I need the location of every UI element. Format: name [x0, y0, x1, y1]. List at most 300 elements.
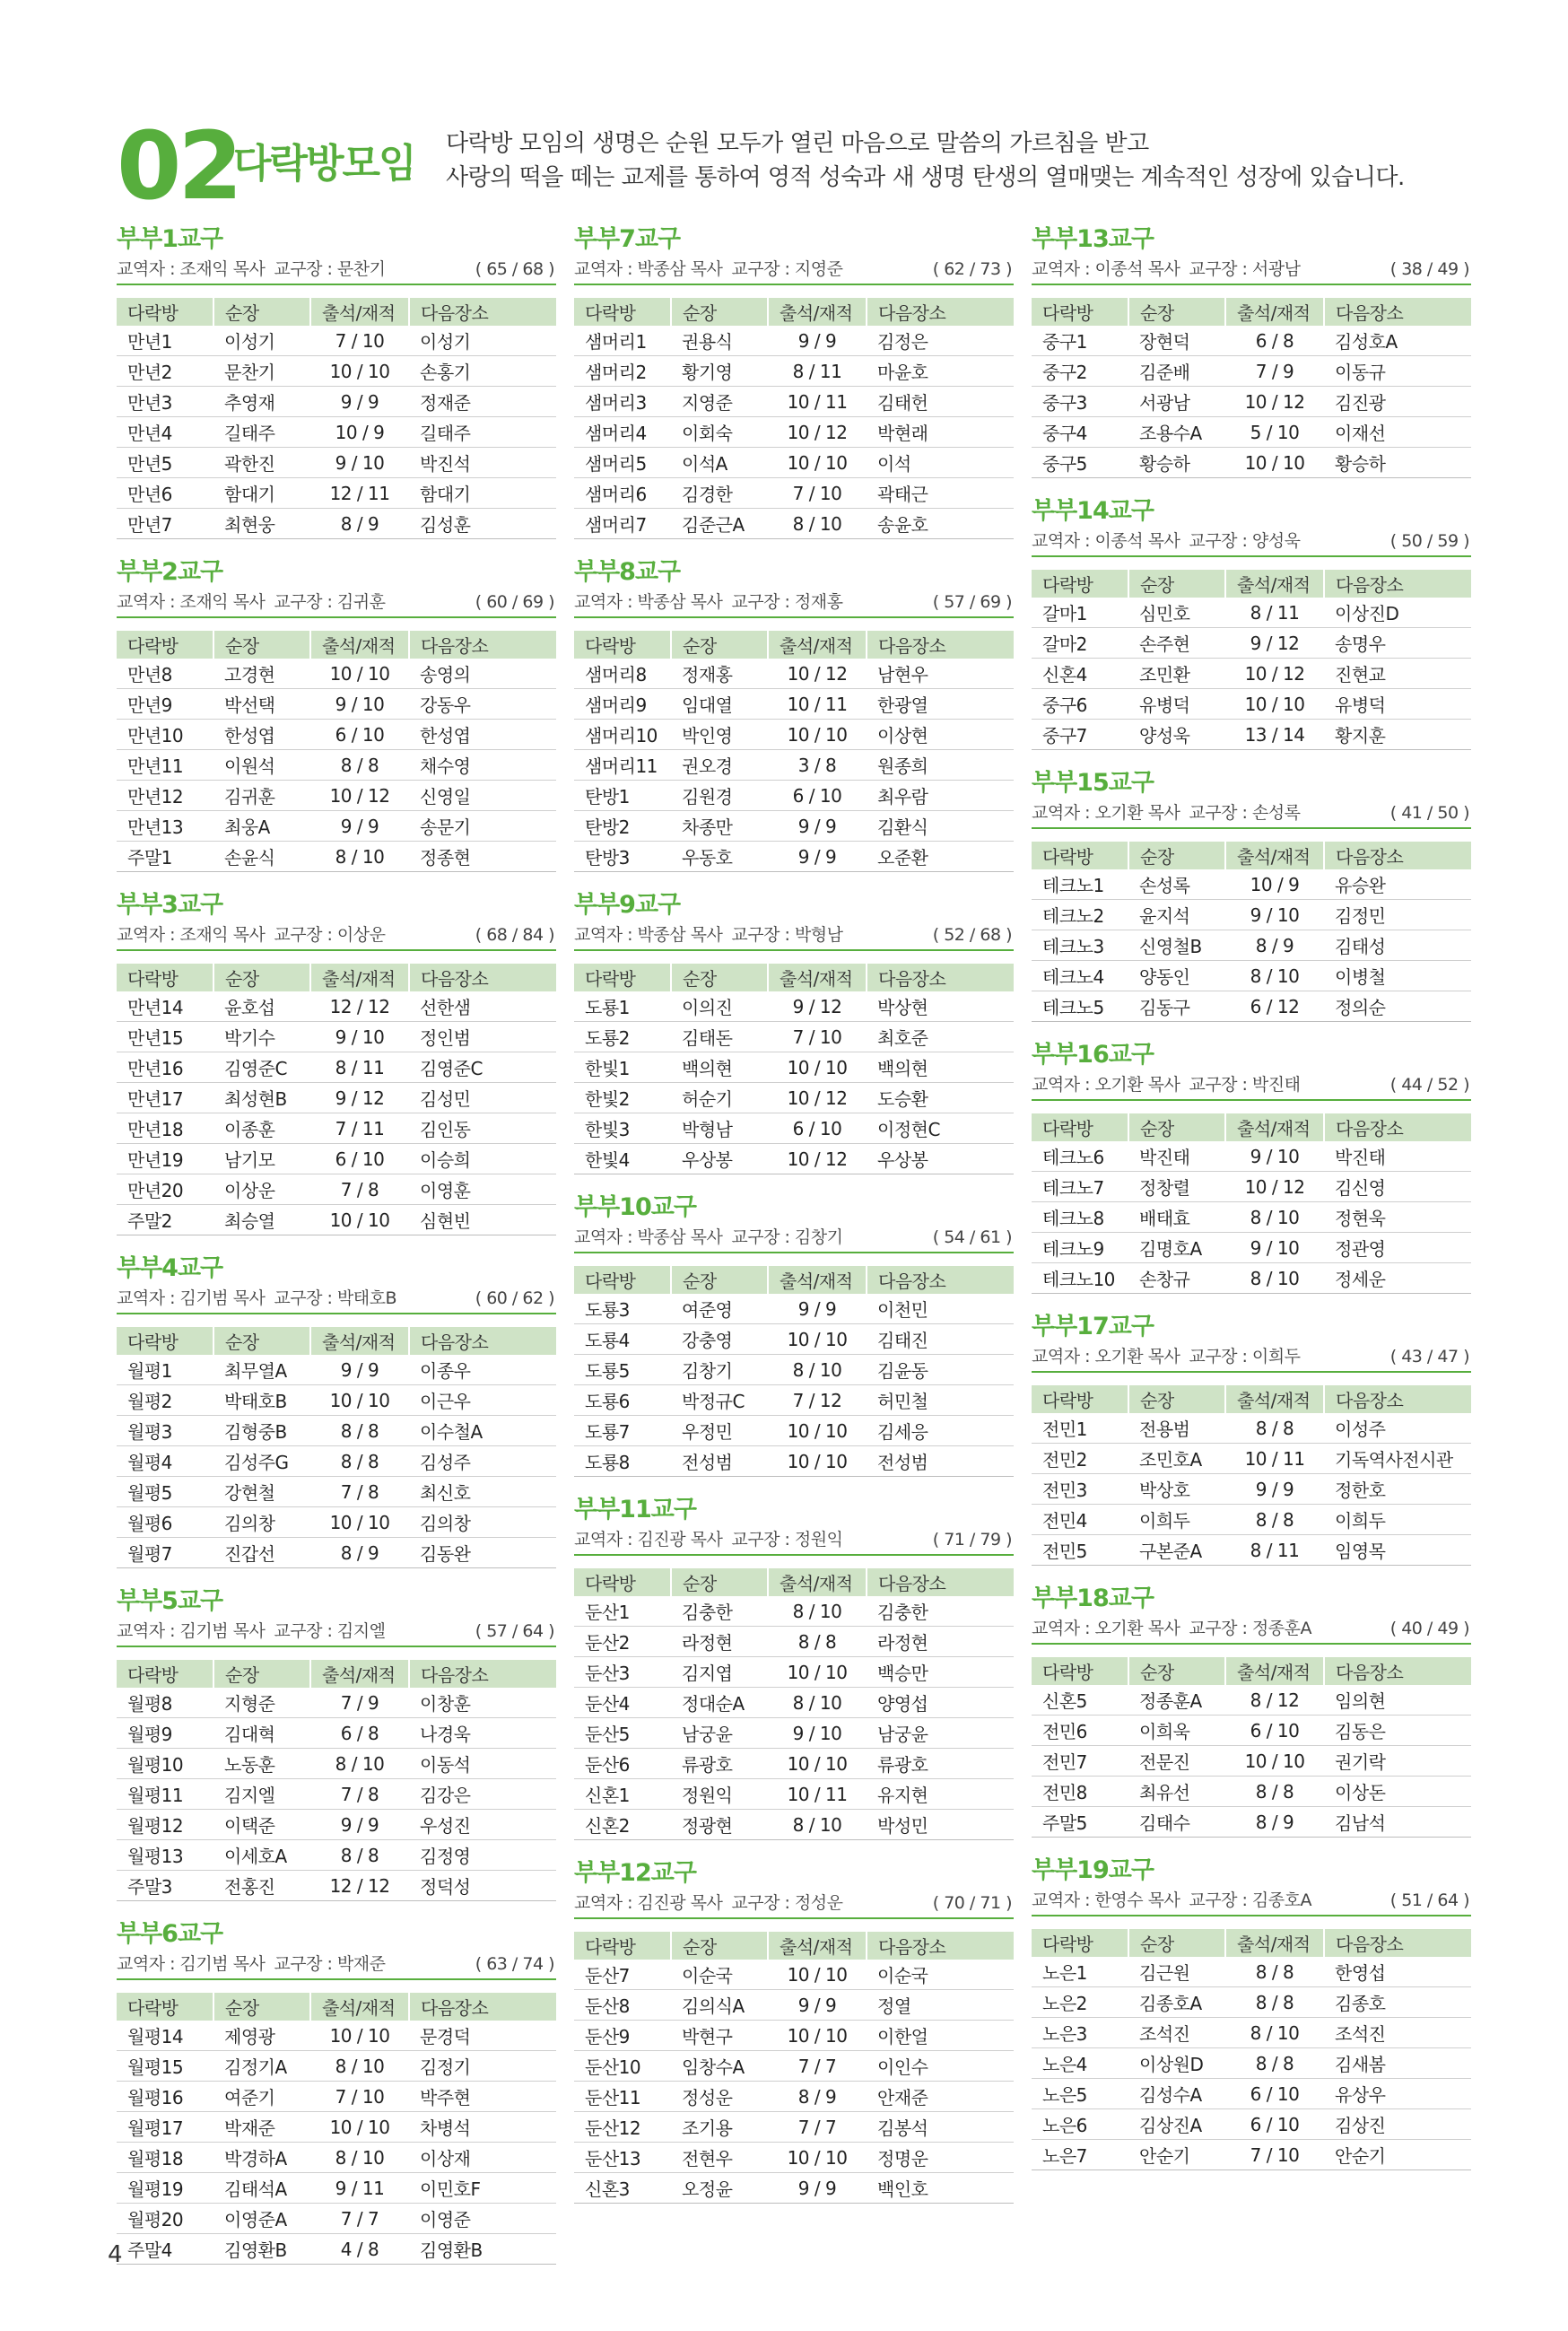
leader-cell: 오정윤: [671, 2173, 768, 2204]
district-staff: [1032, 1342, 1300, 1371]
table-row: [574, 2143, 1014, 2173]
district-staff: [117, 588, 385, 616]
attendance-cell: 10 / 10: [310, 1385, 409, 1416]
district-table: [117, 1327, 556, 1568]
leader-cell: 정창렬: [1128, 1172, 1225, 1202]
header-leader: 순장: [213, 1993, 310, 2021]
next-place-cell: 백승만: [867, 1657, 1014, 1688]
table-row: [117, 326, 556, 356]
leader-cell: 이희두: [1128, 1505, 1225, 1535]
attendance-total: ( 44 / 52 ): [1389, 1075, 1469, 1095]
leader-cell: 조석진: [1128, 2018, 1225, 2048]
attendance-cell: 10 / 11: [768, 1779, 867, 1810]
next-place-cell: 김성주: [409, 1446, 556, 1477]
leader-cell: 이희욱: [1128, 1716, 1225, 1746]
next-place-cell: 송명우: [1324, 628, 1471, 659]
next-place-cell: 김봉석: [867, 2112, 1014, 2143]
district-table: [1032, 1929, 1471, 2170]
attendance-cell: 10 / 10: [310, 2112, 409, 2143]
district-table: [117, 631, 556, 872]
leader-cell: 박정규C: [671, 1385, 768, 1416]
room-cell: 중구4: [1032, 417, 1128, 448]
district-title: 부부8교구: [574, 558, 681, 586]
attendance-cell: 6 / 8: [310, 1718, 409, 1749]
header-attendance: 출석/재적: [310, 964, 409, 991]
header-next-place: 다음장소: [1324, 1929, 1471, 1957]
table-row: [117, 2082, 556, 2112]
leader-cell: 류광호: [671, 1749, 768, 1779]
room-cell: 만년15: [117, 1022, 213, 1052]
attendance-cell: 8 / 10: [1225, 1202, 1324, 1233]
leader-cell: 박인영: [671, 720, 768, 750]
district-block: [574, 890, 1014, 1174]
header-attendance: 출석/재적: [768, 964, 867, 991]
intro-line-1: 다락방 모임의 생명은 순원 모두가 열린 마음으로 말씀의 가르침을 받고: [446, 130, 1149, 157]
table-row: [117, 842, 556, 872]
next-place-cell: 양영섭: [867, 1688, 1014, 1718]
room-cell: 만년13: [117, 811, 213, 842]
attendance-cell: 10 / 10: [310, 1205, 409, 1235]
header-leader: 순장: [671, 631, 768, 659]
header-next-place: 다음장소: [409, 298, 556, 326]
district-table: [1032, 1113, 1471, 1294]
district-staff: [1032, 1070, 1300, 1099]
table-row: [1032, 1807, 1471, 1838]
leader-cell: 박재준: [213, 2112, 310, 2143]
next-place-cell: 백의현: [867, 1052, 1014, 1083]
attendance-cell: 8 / 11: [1225, 598, 1324, 628]
leader-cell: 김의식A: [671, 1990, 768, 2021]
room-cell: 노은3: [1032, 2018, 1128, 2048]
attendance-total: ( 60 / 69 ): [475, 592, 554, 612]
next-place-cell: 김정민: [1324, 900, 1471, 930]
leader-label: 교구장 : 양성욱: [1189, 531, 1301, 551]
table-row: [117, 2234, 556, 2265]
district-title: 부부3교구: [117, 891, 223, 919]
table-row: [574, 781, 1014, 811]
attendance-cell: 10 / 12: [768, 417, 867, 448]
next-place-cell: 김성민: [409, 1083, 556, 1113]
next-place-cell: 정의순: [1324, 991, 1471, 1022]
leader-label: 교구장 : 문찬기: [274, 259, 386, 279]
header-room: 다락방: [1032, 1113, 1128, 1141]
room-cell: 월평2: [117, 1385, 213, 1416]
next-place-cell: 이성기: [409, 326, 556, 356]
leader-cell: 김창기: [671, 1355, 768, 1385]
table-row: [117, 1688, 556, 1718]
leader-cell: 전성범: [671, 1446, 768, 1477]
attendance-cell: 9 / 9: [768, 326, 867, 356]
district-block: [574, 557, 1014, 872]
header-attendance: 출석/재적: [1225, 570, 1324, 598]
district-table: [1032, 1385, 1471, 1566]
next-place-cell: 오준환: [867, 842, 1014, 872]
next-place-cell: 송영의: [409, 659, 556, 689]
attendance-total: ( 57 / 69 ): [932, 592, 1012, 612]
header-attendance: 출석/재적: [1225, 1929, 1324, 1957]
room-cell: 만년2: [117, 356, 213, 387]
room-cell: 중구5: [1032, 448, 1128, 478]
district-info: [574, 255, 1014, 285]
attendance-cell: 9 / 9: [310, 387, 409, 417]
header-next-place: 다음장소: [409, 1660, 556, 1688]
district-info: [1032, 255, 1471, 285]
district-staff: [574, 588, 842, 616]
room-cell: 만년18: [117, 1113, 213, 1144]
attendance-cell: 9 / 9: [310, 1810, 409, 1840]
minister-label: 교역자 : 박종삼 목사: [574, 259, 723, 279]
table-row: [574, 1324, 1014, 1355]
attendance-cell: 7 / 10: [310, 2082, 409, 2112]
leader-cell: 진갑선: [213, 1538, 310, 1568]
minister-label: 교역자 : 김기범 목사: [117, 1621, 266, 1641]
leader-cell: 차종만: [671, 811, 768, 842]
attendance-total: ( 40 / 49 ): [1389, 1619, 1469, 1638]
district-block: [1032, 1855, 1471, 2170]
leader-cell: 신영철B: [1128, 930, 1225, 961]
next-place-cell: 진현교: [1324, 659, 1471, 689]
attendance-cell: 10 / 12: [1225, 1172, 1324, 1202]
room-cell: 샘머리9: [574, 689, 671, 720]
leader-cell: 박형남: [671, 1113, 768, 1144]
next-place-cell: 마윤호: [867, 356, 1014, 387]
table-row: [117, 1113, 556, 1144]
header-leader: 순장: [1128, 1657, 1225, 1685]
leader-cell: 조민호A: [1128, 1444, 1225, 1474]
table-header-row: [117, 1327, 556, 1355]
district-title: 부부10교구: [574, 1193, 696, 1221]
table-row: [574, 2082, 1014, 2112]
room-cell: 주말5: [1032, 1807, 1128, 1838]
district-block: [117, 1919, 556, 2265]
table-header-row: [117, 1993, 556, 2021]
room-cell: 한빛4: [574, 1144, 671, 1174]
table-row: [1032, 1172, 1471, 1202]
table-row: [117, 2143, 556, 2173]
attendance-cell: 8 / 10: [768, 1355, 867, 1385]
next-place-cell: 김정은: [867, 326, 1014, 356]
attendance-cell: 10 / 9: [1225, 869, 1324, 900]
room-cell: 샘머리10: [574, 720, 671, 750]
minister-label: 교역자 : 오기환 목사: [1032, 1347, 1180, 1366]
attendance-cell: 10 / 11: [768, 387, 867, 417]
room-cell: 샘머리6: [574, 478, 671, 509]
attendance-cell: 7 / 10: [768, 1022, 867, 1052]
next-place-cell: 안순기: [1324, 2140, 1471, 2170]
table-row: [117, 1144, 556, 1174]
table-header-row: [574, 964, 1014, 991]
district-info: [574, 588, 1014, 618]
table-row: [574, 1810, 1014, 1840]
leader-cell: 이상운: [213, 1174, 310, 1205]
room-cell: 만년17: [117, 1083, 213, 1113]
leader-cell: 우동호: [671, 842, 768, 872]
attendance-cell: 8 / 8: [310, 1446, 409, 1477]
table-row: [117, 720, 556, 750]
district-table: [574, 1568, 1014, 1840]
leader-cell: 박기수: [213, 1022, 310, 1052]
table-row: [1032, 1535, 1471, 1566]
attendance-cell: 8 / 10: [1225, 1263, 1324, 1294]
leader-cell: 김종호A: [1128, 1987, 1225, 2018]
attendance-cell: 6 / 10: [310, 1144, 409, 1174]
table-row: [1032, 326, 1471, 356]
next-place-cell: 김남석: [1324, 1807, 1471, 1838]
leader-cell: 김근원: [1128, 1957, 1225, 1987]
leader-cell: 이원석: [213, 750, 310, 781]
room-cell: 월평19: [117, 2173, 213, 2204]
table-row: [117, 1871, 556, 1901]
district-title: 부부7교구: [574, 225, 681, 253]
leader-cell: 김태돈: [671, 1022, 768, 1052]
district-block: [1032, 768, 1471, 1022]
header-room: 다락방: [117, 1660, 213, 1688]
next-place-cell: 라정현: [867, 1627, 1014, 1657]
table-header-row: [117, 1660, 556, 1688]
table-header-row: [117, 631, 556, 659]
attendance-cell: 10 / 9: [310, 417, 409, 448]
table-row: [117, 1022, 556, 1052]
table-row: [1032, 448, 1471, 478]
attendance-cell: 10 / 10: [768, 2143, 867, 2173]
attendance-cell: 9 / 9: [310, 811, 409, 842]
header-room: 다락방: [1032, 298, 1128, 326]
minister-label: 교역자 : 오기환 목사: [1032, 1075, 1180, 1095]
attendance-cell: 8 / 9: [768, 2082, 867, 2112]
attendance-cell: 9 / 10: [1225, 900, 1324, 930]
attendance-cell: 10 / 12: [1225, 387, 1324, 417]
leader-cell: 임창수A: [671, 2051, 768, 2082]
room-cell: 만년11: [117, 750, 213, 781]
leader-label: 교구장 : 박재준: [274, 1954, 386, 1974]
next-place-cell: 류광호: [867, 1749, 1014, 1779]
table-row: [117, 2112, 556, 2143]
leader-cell: 노동훈: [213, 1749, 310, 1779]
room-cell: 테크노5: [1032, 991, 1128, 1022]
leader-cell: 김성주G: [213, 1446, 310, 1477]
leader-label: 교구장 : 김창기: [731, 1227, 843, 1247]
attendance-cell: 7 / 10: [768, 478, 867, 509]
attendance-cell: 10 / 10: [768, 1324, 867, 1355]
district-staff: [117, 1284, 396, 1313]
district-info: [117, 1950, 556, 1980]
room-cell: 도룡5: [574, 1355, 671, 1385]
room-cell: 테크노2: [1032, 900, 1128, 930]
room-cell: 중구6: [1032, 689, 1128, 720]
next-place-cell: 도승환: [867, 1083, 1014, 1113]
attendance-cell: 8 / 10: [768, 509, 867, 539]
table-row: [117, 387, 556, 417]
leader-cell: 여준영: [671, 1294, 768, 1324]
leader-cell: 강현철: [213, 1477, 310, 1507]
district-block: [117, 1586, 556, 1901]
next-place-cell: 백인호: [867, 2173, 1014, 2204]
next-place-cell: 기독역사전시관: [1324, 1444, 1471, 1474]
table-row: [574, 387, 1014, 417]
attendance-total: ( 52 / 68 ): [932, 925, 1012, 945]
table-row: [574, 1385, 1014, 1416]
next-place-cell: 김인동: [409, 1113, 556, 1144]
table-row: [1032, 2079, 1471, 2109]
room-cell: 노은1: [1032, 1957, 1128, 1987]
attendance-cell: 6 / 10: [1225, 1716, 1324, 1746]
next-place-cell: 이수철A: [409, 1416, 556, 1446]
leader-label: 교구장 : 손성록: [1189, 803, 1301, 823]
leader-cell: 김귀훈: [213, 781, 310, 811]
attendance-cell: 7 / 8: [310, 1779, 409, 1810]
room-cell: 둔산6: [574, 1749, 671, 1779]
header-leader: 순장: [213, 1660, 310, 1688]
leader-cell: 손성록: [1128, 869, 1225, 900]
header-room: 다락방: [117, 631, 213, 659]
table-row: [574, 448, 1014, 478]
next-place-cell: 김영준C: [409, 1052, 556, 1083]
room-cell: 월평4: [117, 1446, 213, 1477]
room-cell: 월평7: [117, 1538, 213, 1568]
next-place-cell: 김상진: [1324, 2109, 1471, 2140]
header-attendance: 출석/재적: [1225, 842, 1324, 869]
header-room: 다락방: [1032, 1929, 1128, 1957]
next-place-cell: 곽태근: [867, 478, 1014, 509]
next-place-cell: 이천민: [867, 1294, 1014, 1324]
next-place-cell: 박진석: [409, 448, 556, 478]
minister-label: 교역자 : 조재익 목사: [117, 925, 266, 945]
leader-cell: 박경하A: [213, 2143, 310, 2173]
attendance-cell: 10 / 12: [768, 1083, 867, 1113]
district-staff: [1032, 1614, 1311, 1643]
leader-cell: 지영준: [671, 387, 768, 417]
district-staff: [1032, 799, 1300, 827]
next-place-cell: 이한얼: [867, 2021, 1014, 2051]
table-row: [1032, 689, 1471, 720]
district-title: 부부12교구: [574, 1859, 696, 1887]
room-cell: 주말3: [117, 1871, 213, 1901]
table-row: [117, 2021, 556, 2051]
district-table: [117, 1660, 556, 1901]
table-row: [1032, 2109, 1471, 2140]
leader-cell: 최무열A: [213, 1355, 310, 1385]
room-cell: 월평3: [117, 1416, 213, 1446]
leader-cell: 이순국: [671, 1960, 768, 1990]
district-title: 부부13교구: [1032, 225, 1154, 253]
table-header-row: [1032, 1113, 1471, 1141]
leader-cell: 정원익: [671, 1779, 768, 1810]
next-place-cell: 이희두: [1324, 1505, 1471, 1535]
header-next-place: 다음장소: [1324, 842, 1471, 869]
table-row: [1032, 1746, 1471, 1777]
table-row: [117, 1355, 556, 1385]
minister-label: 교역자 : 김기범 목사: [117, 1288, 266, 1308]
district-table: [574, 964, 1014, 1174]
table-row: [117, 1385, 556, 1416]
leader-cell: 백의현: [671, 1052, 768, 1083]
next-place-cell: 김영환B: [409, 2234, 556, 2265]
next-place-cell: 남현우: [867, 659, 1014, 689]
table-row: [574, 1627, 1014, 1657]
attendance-cell: 9 / 10: [310, 448, 409, 478]
attendance-cell: 7 / 9: [310, 1688, 409, 1718]
next-place-cell: 유상우: [1324, 2079, 1471, 2109]
table-row: [117, 417, 556, 448]
district-info: [574, 921, 1014, 951]
table-row: [1032, 900, 1471, 930]
table-row: [574, 1657, 1014, 1688]
room-cell: 월평20: [117, 2204, 213, 2234]
room-cell: 중구1: [1032, 326, 1128, 356]
leader-cell: 김지엘: [213, 1779, 310, 1810]
leader-label: 교구장 : 정종훈A: [1189, 1619, 1311, 1638]
room-cell: 월평8: [117, 1688, 213, 1718]
attendance-cell: 8 / 8: [1225, 2048, 1324, 2079]
table-row: [1032, 869, 1471, 900]
district-block: [1032, 1040, 1471, 1294]
table-row: [1032, 387, 1471, 417]
next-place-cell: 박주현: [409, 2082, 556, 2112]
minister-label: 교역자 : 김진광 목사: [574, 1530, 723, 1550]
minister-label: 교역자 : 한영수 목사: [1032, 1890, 1180, 1910]
room-cell: 전민4: [1032, 1505, 1128, 1535]
table-row: [574, 1083, 1014, 1113]
table-row: [117, 2204, 556, 2234]
leader-cell: 김동구: [1128, 991, 1225, 1022]
leader-cell: 서광남: [1128, 387, 1225, 417]
next-place-cell: 한광열: [867, 689, 1014, 720]
district-staff: [117, 255, 385, 284]
district-block: [117, 890, 556, 1235]
district-block: [117, 1253, 556, 1568]
header-attendance: 출석/재적: [310, 1327, 409, 1355]
room-cell: 테크노4: [1032, 961, 1128, 991]
table-row: [117, 811, 556, 842]
district-table: [574, 1932, 1014, 2204]
next-place-cell: 남궁윤: [867, 1718, 1014, 1749]
table-row: [1032, 1263, 1471, 1294]
attendance-total: ( 63 / 74 ): [475, 1954, 554, 1974]
attendance-cell: 8 / 8: [1225, 1413, 1324, 1444]
leader-cell: 이석A: [671, 448, 768, 478]
attendance-cell: 9 / 12: [310, 1083, 409, 1113]
next-place-cell: 이상현: [867, 720, 1014, 750]
leader-label: 교구장 : 정성운: [731, 1893, 843, 1913]
attendance-cell: 8 / 8: [310, 750, 409, 781]
leader-cell: 라정현: [671, 1627, 768, 1657]
leader-cell: 고경현: [213, 659, 310, 689]
next-place-cell: 김태헌: [867, 387, 1014, 417]
district-info: [1032, 1342, 1471, 1373]
next-place-cell: 이성주: [1324, 1413, 1471, 1444]
room-cell: 테크노6: [1032, 1141, 1128, 1172]
table-row: [1032, 991, 1471, 1022]
table-row: [1032, 2048, 1471, 2079]
leader-cell: 양동인: [1128, 961, 1225, 991]
district-staff: [574, 921, 842, 949]
attendance-cell: 9 / 10: [310, 1022, 409, 1052]
attendance-cell: 8 / 12: [1225, 1685, 1324, 1716]
leader-cell: 손창규: [1128, 1263, 1225, 1294]
district-title: 부부1교구: [117, 225, 223, 253]
district-info: [117, 255, 556, 285]
attendance-cell: 8 / 8: [1225, 1505, 1324, 1535]
header-leader: 순장: [1128, 570, 1225, 598]
table-row: [574, 689, 1014, 720]
attendance-cell: 10 / 10: [310, 2021, 409, 2051]
table-row: [574, 2112, 1014, 2143]
next-place-cell: 황승하: [1324, 448, 1471, 478]
room-cell: 만년19: [117, 1144, 213, 1174]
leader-cell: 김명호A: [1128, 1233, 1225, 1263]
next-place-cell: 정종현: [409, 842, 556, 872]
attendance-cell: 7 / 7: [310, 2204, 409, 2234]
